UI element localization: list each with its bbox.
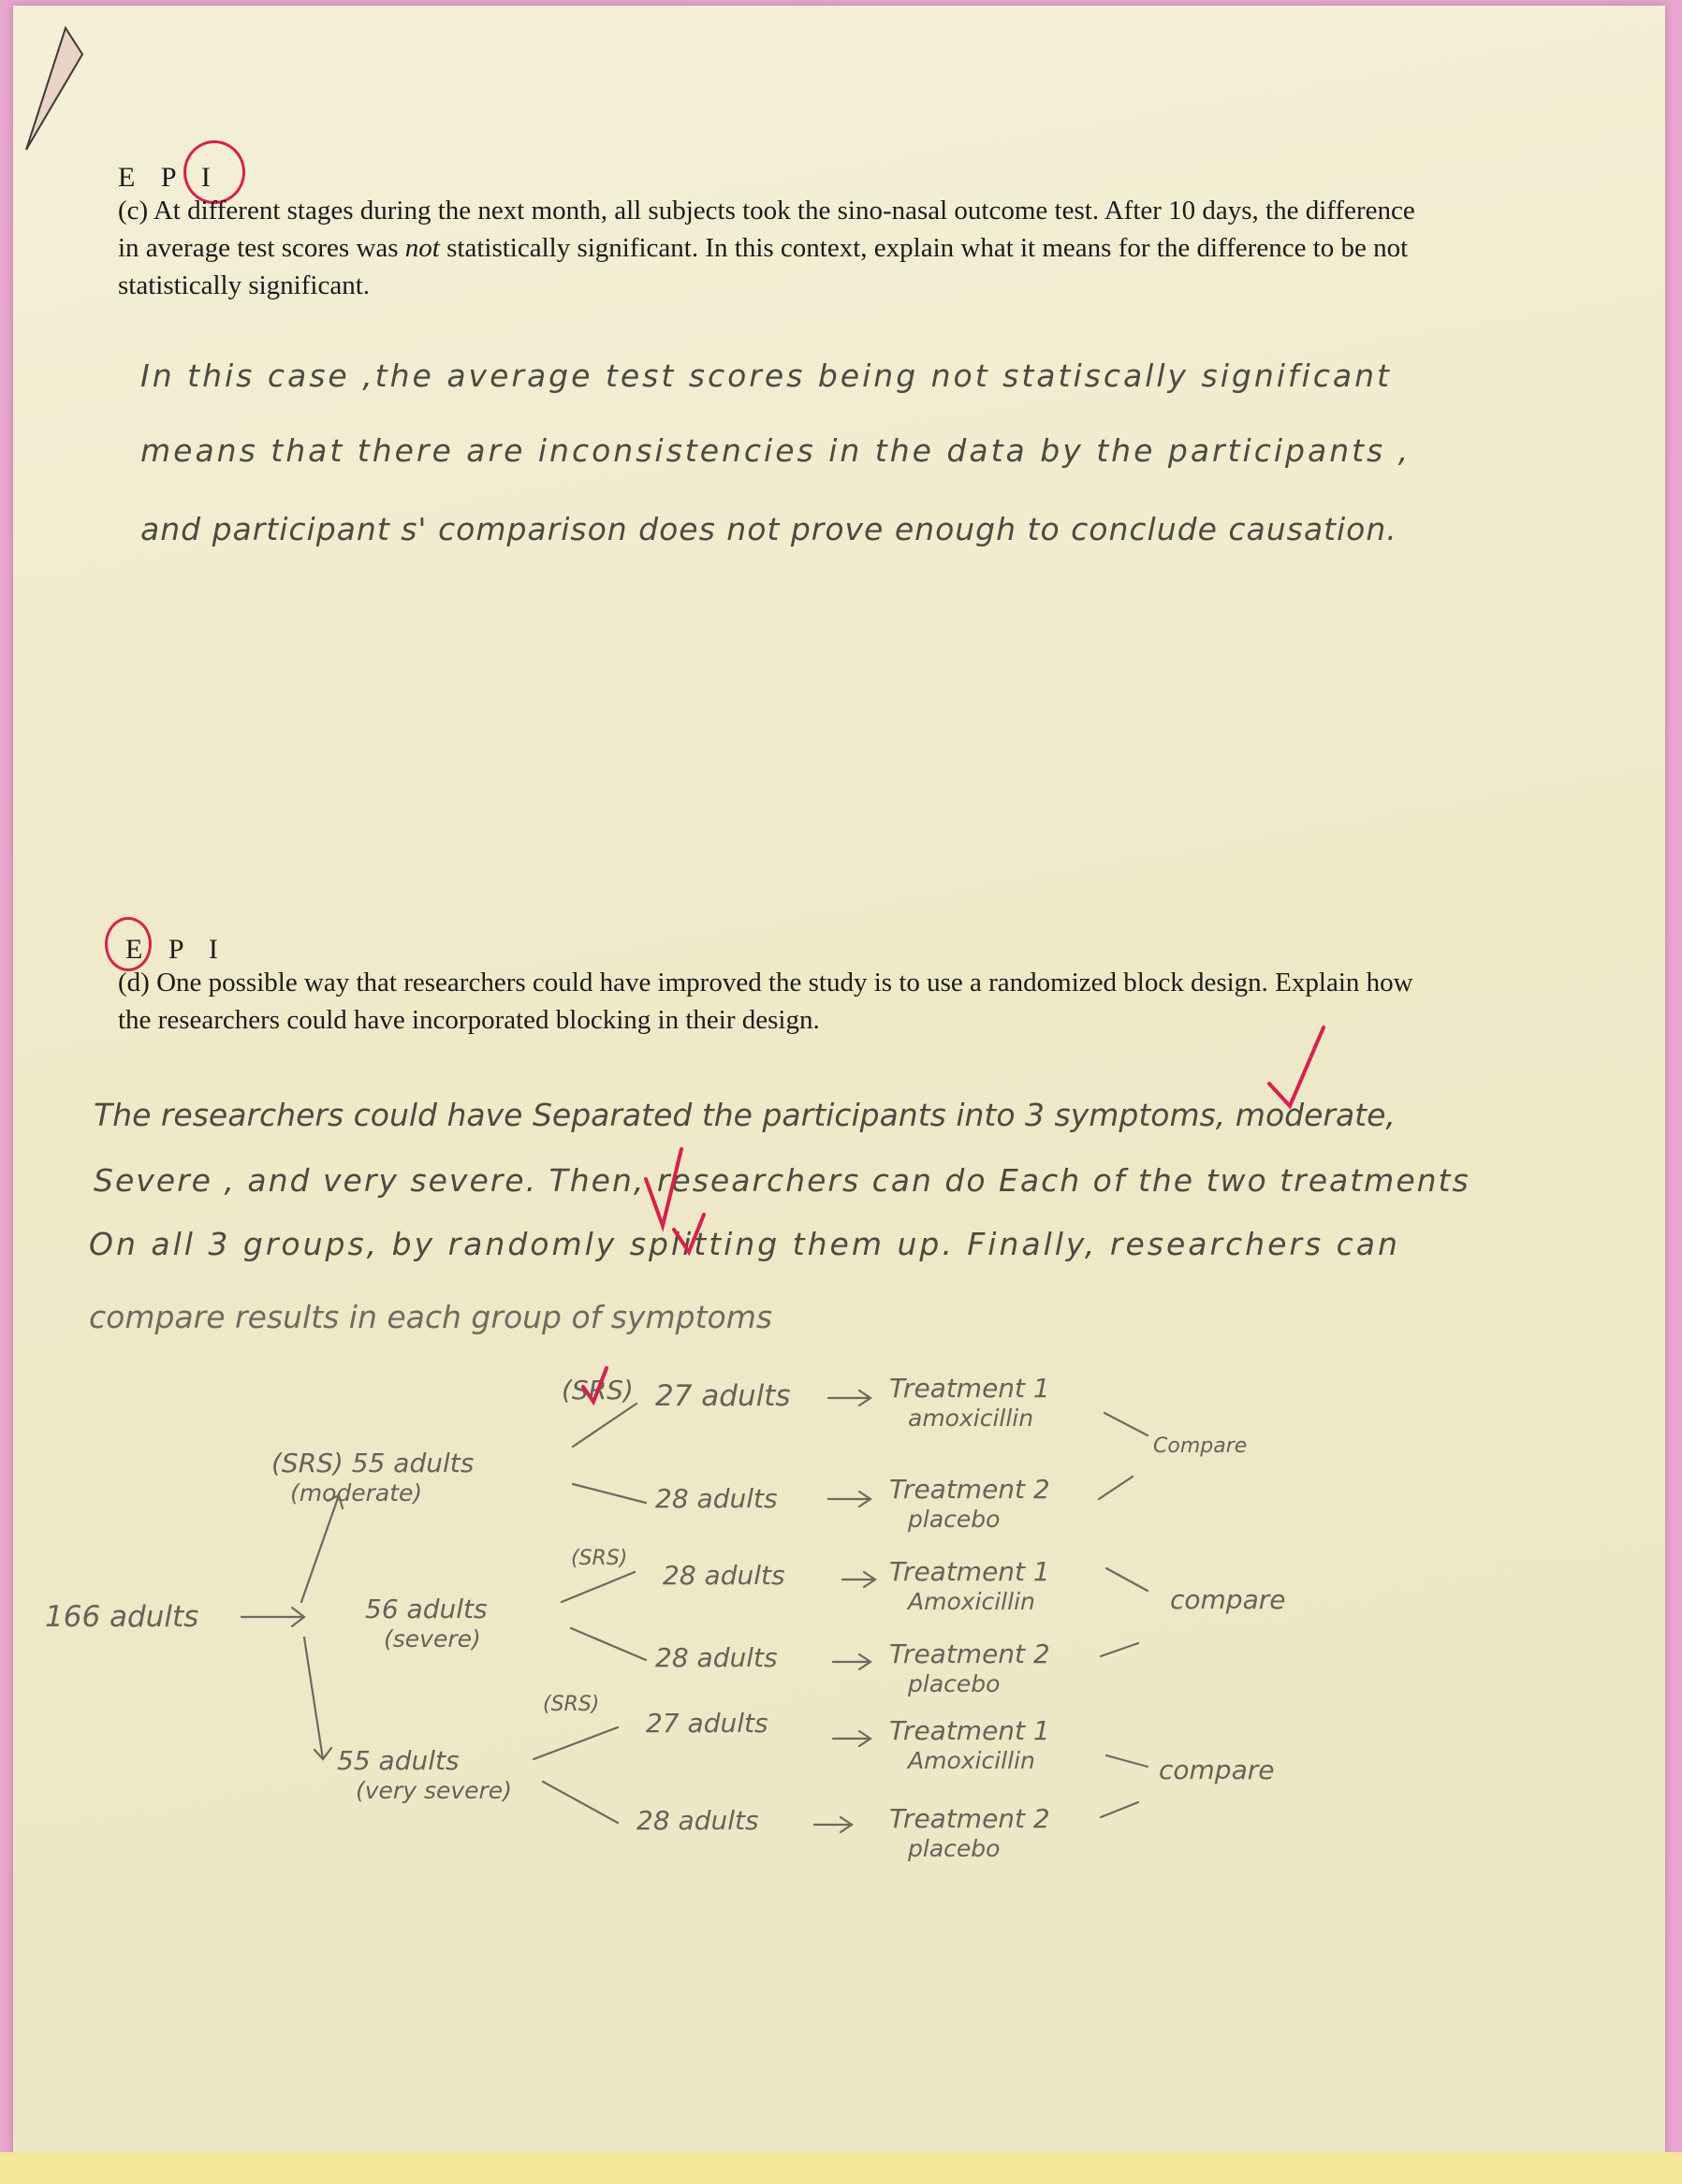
arrow-icon [828,1390,870,1405]
folded-corner [26,28,82,150]
part-c-q2-text-a: in average test scores was [118,233,405,263]
arrow-icon [571,1628,646,1660]
block-note: (moderate) [290,1479,423,1507]
drug-name: placebo [908,1670,1001,1697]
check-mark-icon [674,1215,704,1252]
group-size: 28 adults [655,1642,778,1673]
part-d-answer-line: Severe , and very severe. Then, researchers can do Each of the two treatments [94,1162,1470,1199]
arrow-icon [833,1654,870,1669]
part-d-answer-line: compare results in each group of symptoms [89,1299,773,1335]
arrow-icon [842,1572,875,1587]
arrow-icon [301,1495,343,1602]
arrow-icon [814,1817,852,1832]
drug-name: Amoxicillin [908,1747,1035,1774]
treatment-name: Treatment 1 [889,1556,1050,1587]
arrow-icon [828,1492,870,1507]
treatment-name: Treatment 2 [889,1474,1050,1505]
treatment-name: Treatment 1 [889,1373,1050,1404]
treatment-name: Treatment 2 [889,1638,1050,1669]
arrow-icon [1101,1643,1138,1656]
arrow-icon [1106,1568,1148,1591]
treatment-name: Treatment 2 [889,1803,1050,1834]
result-label: compare [1170,1584,1286,1615]
drug-name: Amoxicillin [908,1588,1035,1615]
part-c-scores: E P I [118,162,220,193]
check-mark-icon [646,1149,681,1226]
arrow-icon [833,1731,870,1746]
group-size: 28 adults [636,1805,759,1836]
drug-name: amoxicillin [908,1405,1034,1432]
check-mark-icon [583,1368,607,1402]
group-size: 28 adults [655,1483,778,1514]
arrow-icon [1104,1413,1148,1435]
arrow-icon [562,1572,635,1602]
arrow-icon [543,1782,618,1823]
part-c-answer-line: and participant s' comparison does not prove enough to conclude causation. [140,511,1397,547]
part-c-question-line-1: (c) At different stages during the next month, all subjects took the sino-nasal outcome test. After 10 days, the difference [118,196,1415,226]
arrow-icon [534,1727,618,1759]
diagram-total: 166 adults [45,1600,199,1634]
part-d-scores: E P I [125,934,227,965]
group-tag: (SRS) [562,1375,634,1405]
drug-name: placebo [908,1835,1001,1862]
group-tag: (SRS) [543,1693,600,1716]
group-size: 28 adults [663,1560,785,1591]
result-label: compare [1159,1754,1275,1785]
arrow-icon [1099,1477,1133,1499]
part-d-question-line-1: (d) One possible way that researchers could have improved the study is to use a randomized block design. Explain how [118,968,1413,997]
drug-name: placebo [908,1506,1001,1533]
block-label: 55 adults [337,1745,460,1776]
part-c-answer-line: In this case ,the average test scores being not statiscally significant [140,357,1392,394]
part-c-q2-emphasis: not [404,233,440,263]
arrow-icon [573,1484,646,1503]
part-d-answer-line: The researchers could have Separated the participants into 3 symptoms, moderate, [94,1097,1396,1133]
part-c-q2-text-b: statistically significant. In this context, explain what it means for the difference to be not [439,233,1409,263]
arrow-icon [241,1608,304,1626]
block-label: (SRS) 55 adults [271,1448,475,1478]
part-d-answer-line: On all 3 groups, by randomly splitting them up. Finally, researchers can [89,1226,1400,1262]
part-d-question-line-2: the researchers could have incorporated blocking in their design. [118,1005,820,1035]
group-size: 27 adults [655,1379,791,1413]
arrow-icon [573,1404,636,1447]
block-note: (severe) [384,1625,481,1653]
group-tag: (SRS) [571,1547,628,1570]
check-mark-icon [1269,1027,1324,1106]
block-label: 56 adults [365,1594,488,1624]
arrow-icon [1101,1802,1138,1817]
treatment-name: Treatment 1 [889,1715,1050,1746]
part-c-answer-line: means that there are inconsistencies in the data by the participants , [140,432,1411,469]
arrow-icon [1106,1755,1148,1767]
block-note: (very severe) [356,1777,512,1804]
group-size: 27 adults [646,1708,768,1739]
result-label: Compare [1153,1434,1248,1458]
arrow-icon [304,1638,331,1759]
part-c-question-line-3: statistically significant. [118,270,371,300]
